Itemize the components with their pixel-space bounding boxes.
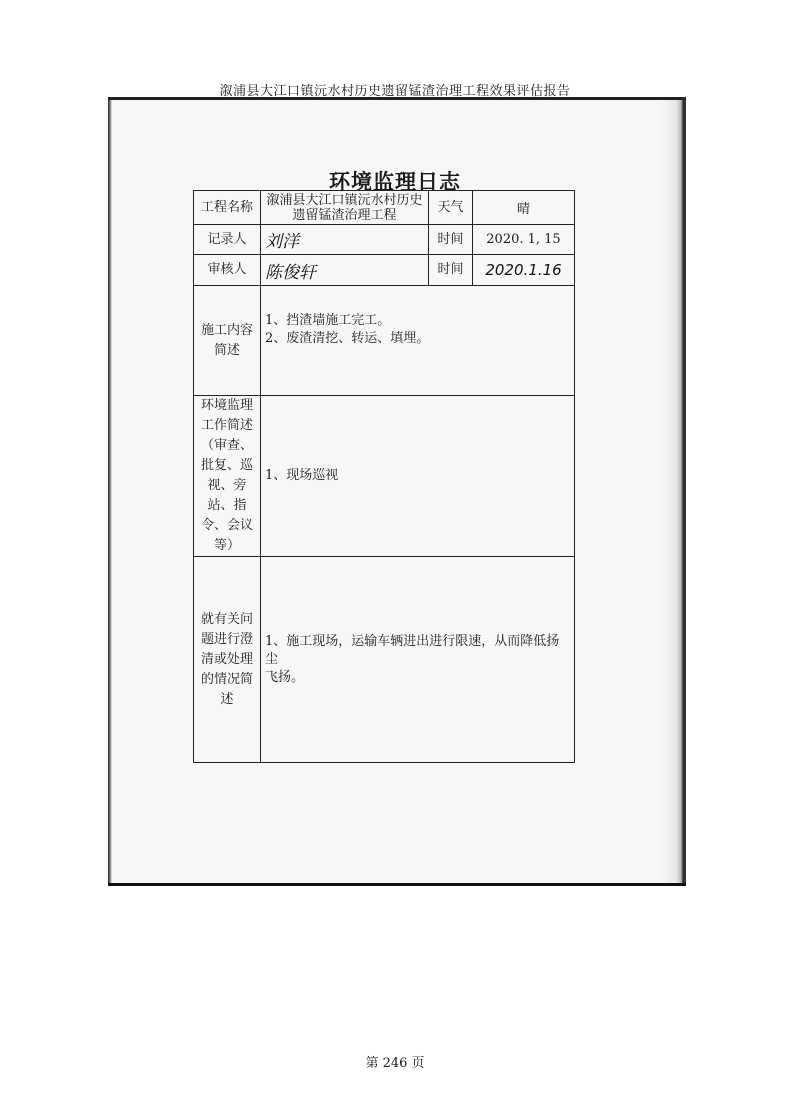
- issues-line-2: 飞扬。: [265, 669, 305, 685]
- weather-label: 天气: [429, 191, 473, 225]
- page-number: 第 246 页: [365, 1056, 425, 1071]
- project-label: 工程名称: [194, 191, 261, 225]
- recorder-signature: 刘洋: [261, 225, 429, 255]
- reviewer-label: 审核人: [194, 255, 261, 286]
- supervision-row: [194, 396, 575, 557]
- record-time-value: 2020. 1, 15: [473, 225, 575, 255]
- supervision-line-1: 1、现场巡视: [265, 468, 339, 483]
- supervision-content: [261, 396, 575, 557]
- recorder-row: [194, 225, 575, 255]
- reviewer-row: [194, 255, 575, 286]
- project-row: [194, 191, 575, 225]
- construction-content: [261, 286, 575, 396]
- construction-row: [194, 286, 575, 396]
- construction-line-2: 2、废渣清挖、转运、填埋。: [265, 331, 430, 346]
- project-value: 溆浦县大江口镇沅水村历史遗留锰渣治理工程: [261, 191, 429, 225]
- scan-shadow-left: [108, 100, 112, 886]
- supervision-label: 环境监理工作简述（审查、批复、巡视、旁站、指令、会议等）: [194, 396, 261, 557]
- monitoring-log-table: [193, 190, 575, 763]
- review-time-value: 2020.1.16: [473, 255, 575, 286]
- report-header: 溆浦县大江口镇沅水村历史遗留锰渣治理工程效果评估报告: [219, 84, 571, 99]
- weather-value: 晴: [473, 191, 575, 225]
- recorder-label: 记录人: [194, 225, 261, 255]
- construction-label: 施工内容简述: [194, 286, 261, 396]
- issues-row: [194, 557, 575, 763]
- scan-shadow-right: [660, 100, 686, 886]
- issues-content: [261, 557, 575, 763]
- review-time-label: 时间: [429, 255, 473, 286]
- scan-bottom-edge: [108, 883, 686, 886]
- construction-line-1: 1、挡渣墙施工完工。: [265, 313, 391, 328]
- log-title: 环境监理日志: [329, 170, 461, 194]
- reviewer-signature: 陈俊轩: [261, 255, 429, 286]
- record-time-label: 时间: [429, 225, 473, 255]
- issues-line-1: 1、施工现场，运输车辆进出进行限速，从而降低扬尘: [265, 633, 560, 667]
- issues-label: 就有关问题进行澄清或处理的情况简述: [194, 557, 261, 763]
